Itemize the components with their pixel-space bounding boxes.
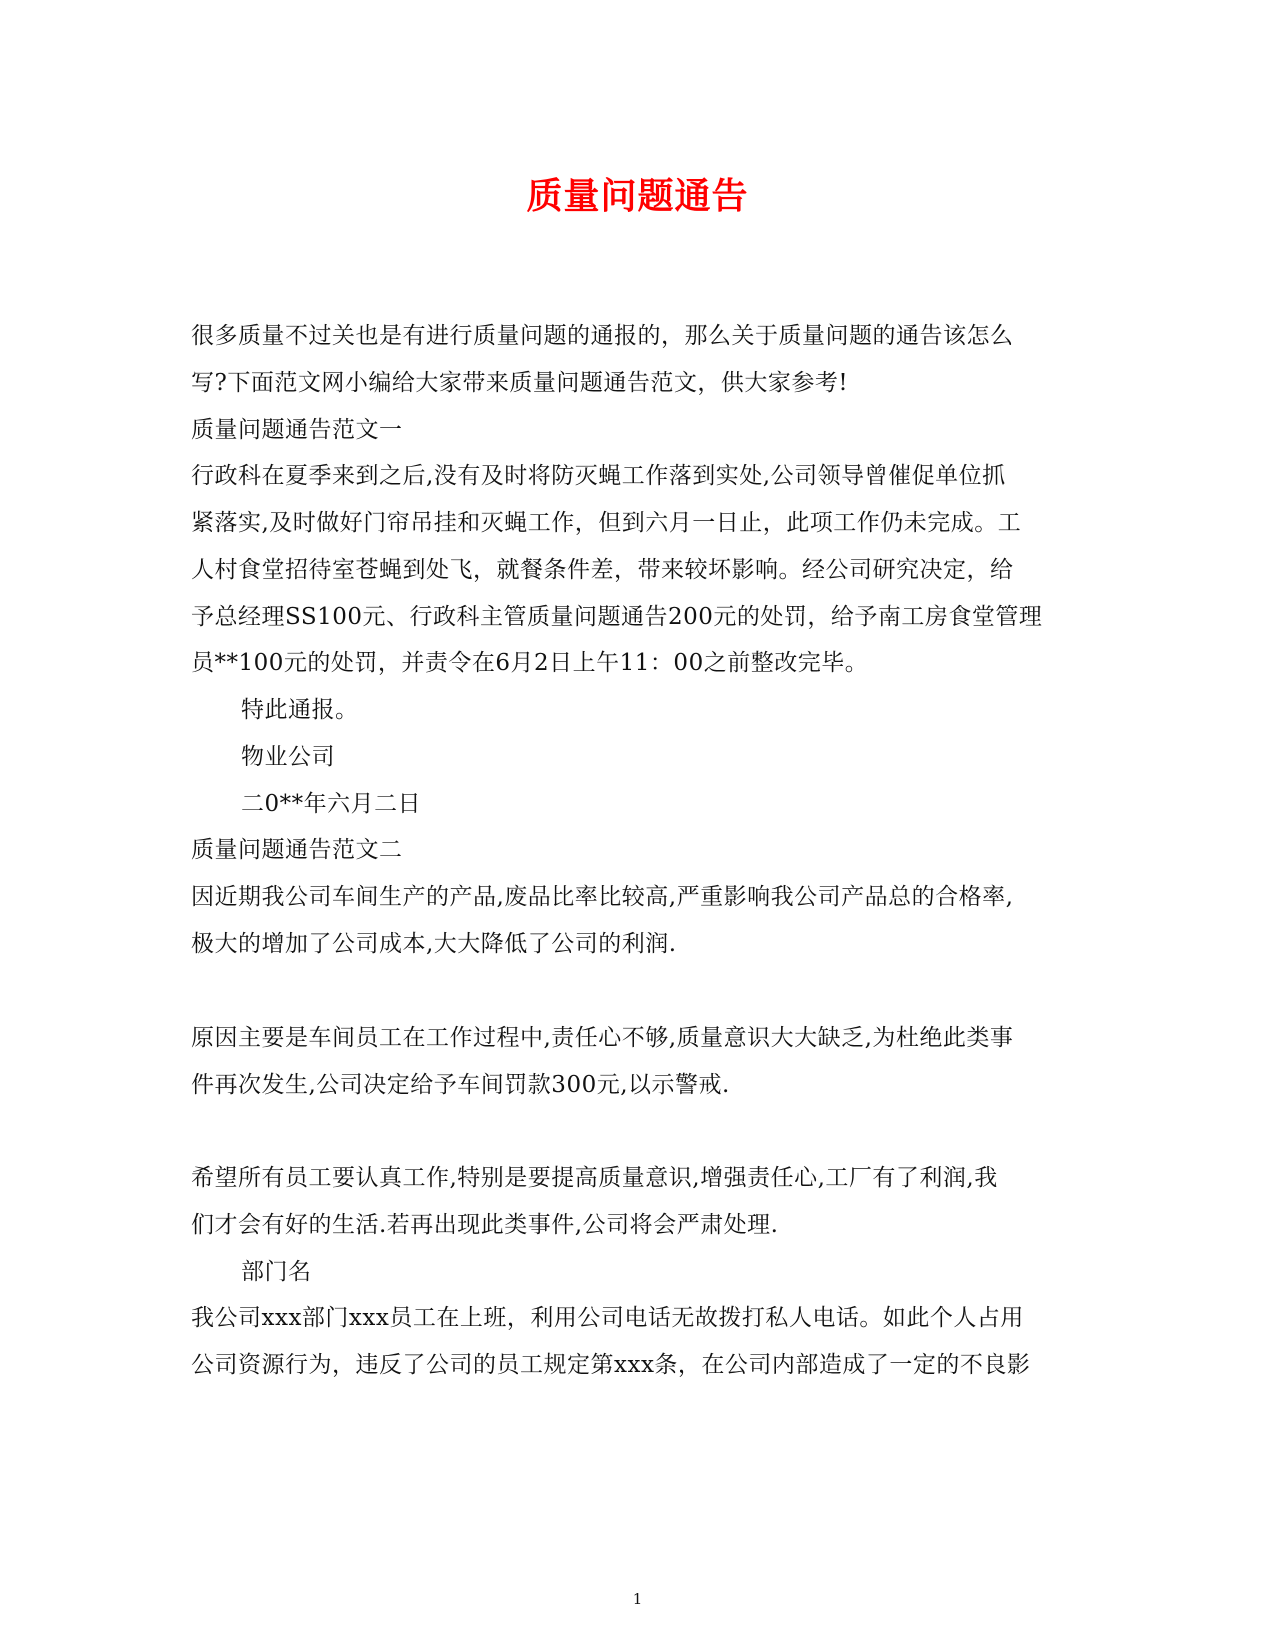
document-title: 质量问题通告 [526,175,749,217]
body-line: 我公司xxx部门xxx员工在上班，利用公司电话无故拨打私人电话。如此个人占用 [191,1305,1024,1331]
body-line: 极大的增加了公司成本,大大降低了公司的利润. [191,931,677,957]
body-line: 人村食堂招待室苍蝇到处飞，就餐条件差，带来较坏影响。经公司研究决定，给 [191,557,1014,583]
page-number: 1 [632,1590,643,1608]
body-line: 因近期我公司车间生产的产品,废品比率比较高,严重影响我公司产品总的合格率, [191,884,1014,910]
section-heading: 质量问题通告范文一 [191,417,403,443]
signature-line: 部门名 [241,1259,312,1285]
body-line: 紧落实,及时做好门帘吊挂和灭蝇工作，但到六月一日止，此项工作仍未完成。工 [191,510,1022,536]
date-line: 二0**年六月二日 [241,791,422,817]
section-heading: 质量问题通告范文二 [191,837,403,863]
body-line: 予总经理SS100元、行政科主管质量问题通告200元的处罚，给予南工房食堂管理 [191,604,1043,630]
body-line: 件再次发生,公司决定给予车间罚款300元,以示警戒. [191,1072,730,1098]
body-line: 行政科在夏季来到之后,没有及时将防灭蝇工作落到实处,公司领导曾催促单位抓 [191,463,1006,489]
body-line: 希望所有员工要认真工作,特别是要提高质量意识,增强责任心,工厂有了利润,我 [191,1165,998,1191]
body-line: 员**100元的处罚，并责令在6月2日上午11：00之前整改完毕。 [191,650,869,676]
body-line: 写?下面范文网小编给大家带来质量问题通告范文，供大家参考! [191,370,849,396]
body-line: 公司资源行为，违反了公司的员工规定第xxx条，在公司内部造成了一定的不良影 [191,1352,1031,1378]
body-line: 们才会有好的生活.若再出现此类事件,公司将会严肃处理. [191,1212,779,1238]
body-line: 原因主要是车间员工在工作过程中,责任心不够,质量意识大大缺乏,为杜绝此类事 [191,1025,1014,1051]
body-line: 很多质量不过关也是有进行质量问题的通报的，那么关于质量问题的通告该怎么 [191,323,1014,349]
signature-line: 物业公司 [241,744,335,770]
closing-line: 特此通报。 [241,697,359,723]
